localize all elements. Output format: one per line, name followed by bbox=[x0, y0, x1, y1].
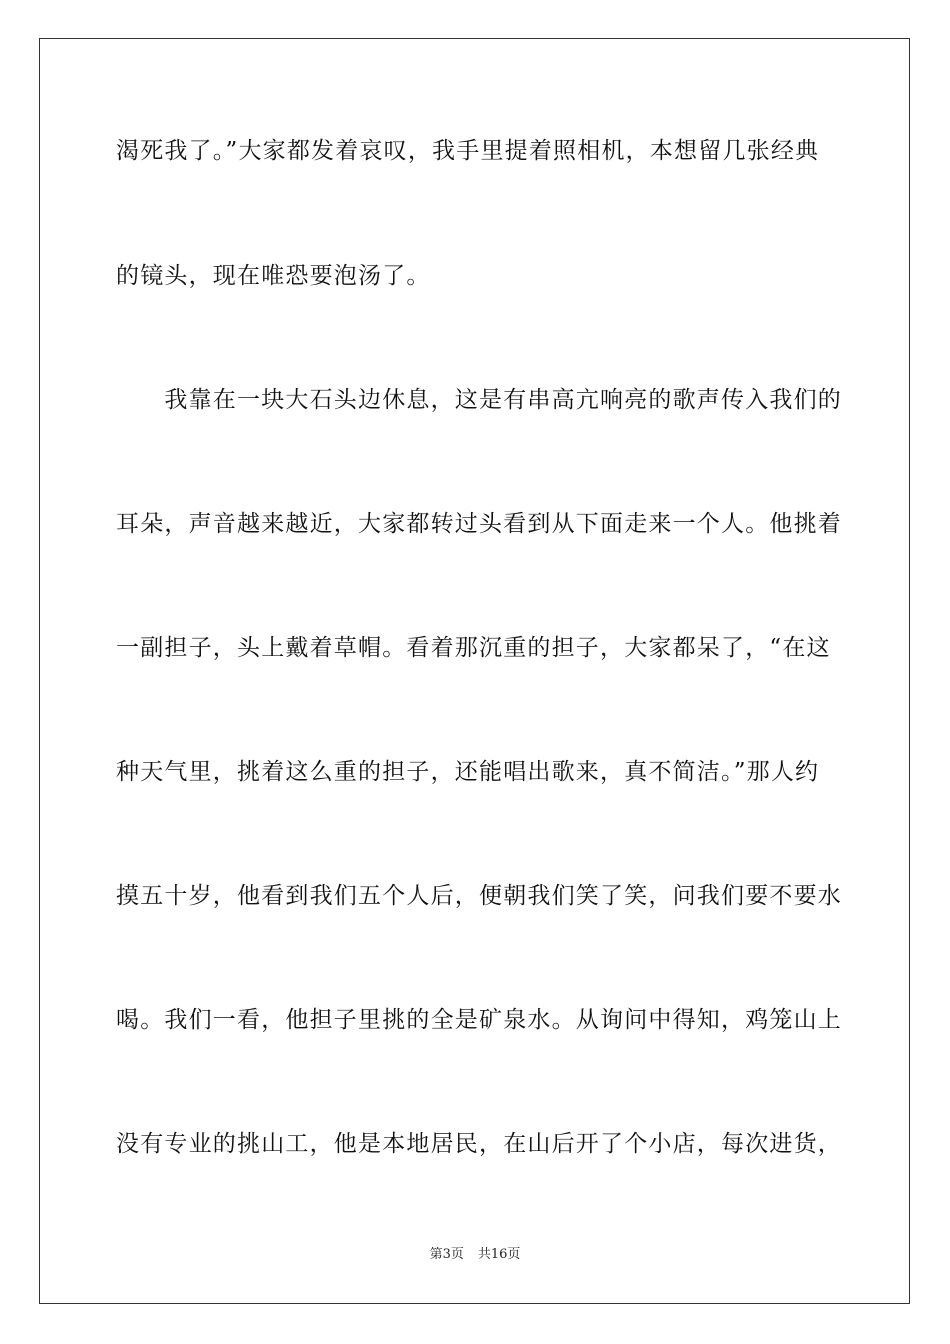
text-line: 渴死我了。”大家都发着哀叹，我手里提着照相机，本想留几张经典 bbox=[116, 138, 820, 164]
text-line: 种天气里，挑着这么重的担子，还能唱出歌来，真不简洁。”那人约 bbox=[116, 759, 820, 785]
text-line: 没有专业的挑山工，他是本地居民，在山后开了个小店，每次进货， bbox=[116, 1131, 842, 1157]
text-line: 耳朵，声音越来越近，大家都转过头看到从下面走来一个人。他挑着 bbox=[116, 511, 842, 537]
text-line: 喝。我们一看，他担子里挑的全是矿泉水。从询问中得知，鸡笼山上 bbox=[116, 1007, 842, 1033]
text-line: 的镜头，现在唯恐要泡汤了。 bbox=[116, 263, 431, 289]
page-number: 第3页 bbox=[429, 1247, 464, 1262]
page-footer bbox=[0, 1246, 950, 1264]
text-line: 一副担子，头上戴着草帽。看着那沉重的担子，大家都呆了，“在这 bbox=[116, 635, 831, 661]
page-border bbox=[39, 38, 910, 1304]
page-total: 共16页 bbox=[477, 1247, 521, 1262]
text-line: 我靠在一块大石头边休息，这是有串高亢响亮的歌声传入我们的 bbox=[116, 387, 842, 413]
text-line: 摸五十岁，他看到我们五个人后，便朝我们笑了笑，问我们要不要水 bbox=[116, 883, 842, 909]
